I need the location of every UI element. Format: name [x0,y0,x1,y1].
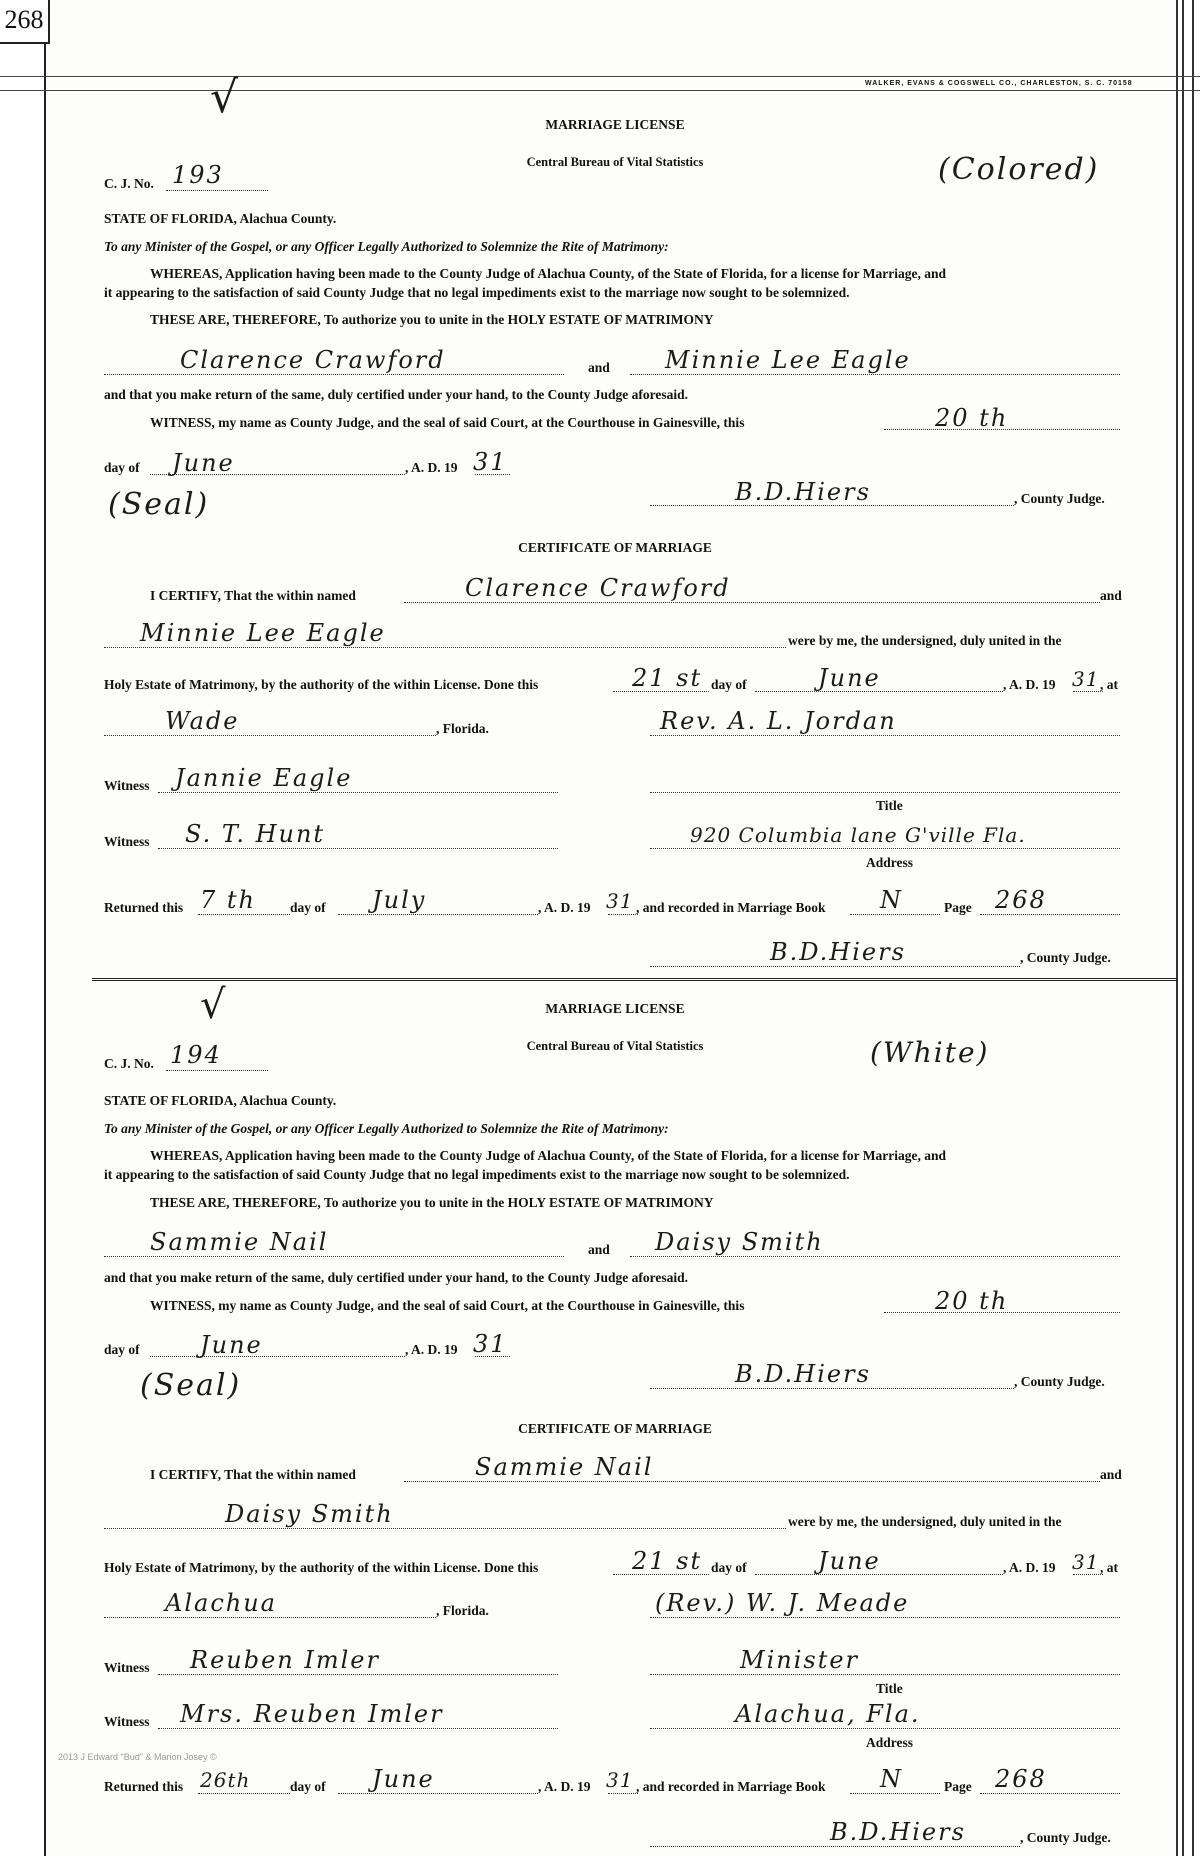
witness1-line [158,1674,558,1675]
license-year: 31 [473,448,508,476]
county-judge-label: , County Judge. [1020,950,1111,965]
were-by-me-label: were by me, the undersigned, duly united in the [788,633,1062,648]
officiant-line [650,735,1120,736]
day-of-label: day of [104,1342,140,1357]
witness2-line [158,1728,558,1729]
bureau-name: Central Bureau of Vital Statistics [526,155,704,169]
bureau-name: Central Bureau of Vital Statistics [526,1039,704,1053]
witness1-line [158,792,558,793]
return-line: and that you make return of the same, duly certified under your hand, to the County Judge aforesaid. [104,1270,689,1285]
witness2-line [158,848,558,849]
officiant-address: Alachua, Fla. [735,1700,921,1728]
book-line [850,1793,940,1794]
judge-signature-2: B.D.Hiers [830,1818,966,1846]
title-line [650,792,1120,793]
and-label: and [588,1242,610,1257]
cert-groom-line [404,602,1100,603]
witness-day: 20 th [935,1287,1009,1315]
day-of-label: day of [290,900,326,915]
book-line [850,914,940,915]
return-line: and that you make return of the same, duly certified under your hand, to the County Judge aforesaid. [104,387,689,402]
whereas-line: WHEREAS, Application having been made to the County Judge of Alachua County, of the State of Florida, for a license for Marriage, and [150,266,947,281]
these-are-line: THESE ARE, THEREFORE, To authorize you to unite in the HOLY ESTATE OF MATRIMONY [150,312,714,327]
groom-name: Clarence Crawford [180,346,446,374]
returned-month: July [372,886,427,914]
title-line [650,1674,1120,1675]
place-line [104,1617,436,1618]
ruler-line [0,76,1200,77]
record-separator [92,978,1177,981]
spine-line [1192,0,1194,1856]
recorded-label: , and recorded in Marriage Book [636,900,826,915]
witness-text: WITNESS, my name as County Judge, and the seal of said Court, at the Courthouse in Gainesville, this [150,415,745,430]
address-line: To any Minister of the Gospel, or any Officer Legally Authorized to Solemnize the Rite of Matrimony: [104,239,669,254]
cert-groom-name: Clarence Crawford [465,574,731,602]
judge-signature: B.D.Hiers [735,1360,871,1388]
book-page: 268 [995,886,1047,914]
address-line-blank [650,848,1120,849]
cj-label: C. J. No. [104,176,154,191]
returned-label: Returned this [104,900,184,915]
and-label: and [1100,588,1122,603]
whereas-line: WHEREAS, Application having been made to the County Judge of Alachua County, of the State of Florida, for a license for Marriage, and [150,1148,947,1163]
spine-line [1182,0,1184,1856]
returned-month-line [338,1793,538,1794]
returned-month: June [372,1765,435,1793]
done-month: June [818,1547,881,1575]
i-certify-label: I CERTIFY, That the within named [150,1467,356,1482]
seal-mark: (Seal) [108,487,210,522]
day-of-label: day of [104,460,140,475]
done-year: 31 [1072,1550,1100,1574]
license-title: MARRIAGE LICENSE [545,1001,685,1016]
title-label: Title [876,798,903,813]
i-certify-label: I CERTIFY, That the within named [150,588,356,603]
title-label: Title [876,1681,903,1696]
bride-line [630,1256,1120,1257]
cert-bride-name: Daisy Smith [225,1500,394,1528]
officiant-line [650,1617,1120,1618]
judge-signature: B.D.Hiers [735,478,871,506]
witness-2-name: Mrs. Reuben Imler [180,1700,444,1728]
seal-mark: (Seal) [140,1368,242,1403]
witness-label: Witness [104,834,150,849]
recorded-label: , and recorded in Marriage Book [636,1779,826,1794]
certificate-title: CERTIFICATE OF MARRIAGE [518,1421,712,1436]
address-line-blank [650,1728,1120,1729]
state-line: STATE OF FLORIDA, Alachua County. [104,1093,337,1108]
holy-estate-label: Holy Estate of Matrimony, by the authority of the within License. Done this [104,677,539,692]
day-of-label: day of [711,1560,747,1575]
bride-name: Daisy Smith [655,1228,824,1256]
and-label: and [588,360,610,375]
officiant-address: 920 Columbia lane G'ville Fla. [690,823,1026,847]
at-label: , at [1100,1560,1118,1575]
witness-1-name: Jannie Eagle [175,764,353,792]
cert-bride-line [104,1528,786,1529]
cj-line [166,190,268,191]
groom-line [104,1256,564,1257]
spine-line [1176,0,1178,1856]
and-label: and [1100,1467,1122,1482]
license-month: June [172,449,235,477]
done-year: 31 [1072,667,1100,691]
holy-estate-label: Holy Estate of Matrimony, by the authority of the within License. Done this [104,1560,539,1575]
bride-name: Minnie Lee Eagle [665,346,911,374]
judge-line [650,966,1020,967]
address-label: Address [866,1735,914,1750]
ruler-line [0,90,1200,91]
cj-label: C. J. No. [104,1056,154,1071]
witness-2-name: S. T. Hunt [185,820,326,848]
ad-label: , A. D. 19 [1003,1560,1056,1575]
witness-label: Witness [104,1660,150,1675]
judge-signature-2: B.D.Hiers [770,938,906,966]
whereas-line: it appearing to the satisfaction of said County Judge that no legal impediments exist to the marriage now sought to be solemnized. [104,1167,850,1182]
cert-groom-line [404,1481,1100,1482]
these-are-line: THESE ARE, THEREFORE, To authorize you to unite in the HOLY ESTATE OF MATRIMONY [150,1195,714,1210]
returned-label: Returned this [104,1779,184,1794]
day-of-label: day of [290,1779,326,1794]
cj-number: 193 [172,161,224,189]
day-of-label: day of [711,677,747,692]
marriage-book: N [880,886,903,914]
witness-label: Witness [104,1714,150,1729]
judge-line [650,1388,1014,1389]
florida-label: , Florida. [436,1603,489,1618]
ad-label: , A. D. 19 [1003,677,1056,692]
race-note: (White) [870,1036,990,1069]
cj-number: 194 [170,1041,222,1069]
whereas-line: it appearing to the satisfaction of said County Judge that no legal impediments exist to the marriage now sought to be solemnized. [104,285,850,300]
race-note: (Colored) [938,152,1100,187]
cert-bride-line [104,647,786,648]
done-year-line [1073,1574,1103,1575]
ad-label: , A. D. 19 [538,1779,591,1794]
judge-line [650,1846,1020,1847]
page-line [980,914,1120,915]
check-mark: √ [210,72,239,123]
license-year: 31 [473,1330,508,1358]
marriage-place: Wade [165,707,240,735]
witness-label: Witness [104,778,150,793]
page-label: Page [944,900,972,915]
groom-line [104,374,564,375]
ad-label: , A. D. 19 [538,900,591,915]
county-judge-label: , County Judge. [1014,491,1105,506]
printer-imprint: WALKER, EVANS & COGSWELL CO., CHARLESTON, S. C. 70158 [865,80,1133,87]
place-line [104,735,436,736]
done-year-line [1073,691,1103,692]
witness-day: 20 th [935,404,1009,432]
ad-label: , A. D. 19 [405,460,458,475]
cert-bride-name: Minnie Lee Eagle [140,619,386,647]
done-month: June [818,664,881,692]
at-label: , at [1100,677,1118,692]
witness-1-name: Reuben Imler [190,1646,380,1674]
returned-day: 7 th [200,886,256,914]
returned-day-line [198,914,290,915]
book-page: 268 [995,1765,1047,1793]
returned-day-line [198,1793,290,1794]
ad-label: , A. D. 19 [405,1342,458,1357]
returned-year: 31 [606,1768,634,1792]
officiant-signature: (Rev.) W. J. Meade [655,1589,910,1617]
witness-text: WITNESS, my name as County Judge, and the seal of said Court, at the Courthouse in Gainesville, this [150,1298,745,1313]
cj-line [166,1070,268,1071]
county-judge-label: , County Judge. [1014,1374,1105,1389]
month-line [150,1356,405,1357]
returned-year: 31 [606,889,634,913]
state-line: STATE OF FLORIDA, Alachua County. [104,211,337,226]
county-judge-label: , County Judge. [1020,1830,1111,1845]
florida-label: , Florida. [436,721,489,736]
returned-month-line [338,914,538,915]
page-number: 268 [0,0,50,44]
bride-line [630,374,1120,375]
done-day: 21 st [632,664,703,692]
officiant-title: Minister [740,1646,860,1674]
marriage-book: N [880,1765,903,1793]
returned-day: 26th [200,1768,251,1792]
address-label: Address [866,855,914,870]
license-title: MARRIAGE LICENSE [545,117,685,132]
page-label: Page [944,1779,972,1794]
address-line: To any Minister of the Gospel, or any Officer Legally Authorized to Solemnize the Rite of Matrimony: [104,1121,669,1136]
returned-year-line [608,914,638,915]
marriage-place: Alachua [165,1589,277,1617]
copyright-watermark: 2013 J Edward "Bud" & Marion Josey © [58,1752,217,1762]
groom-name: Sammie Nail [150,1228,329,1256]
certificate-title: CERTIFICATE OF MARRIAGE [518,540,712,555]
cert-groom-name: Sammie Nail [475,1453,654,1481]
license-month: June [200,1331,263,1359]
check-mark: √ [200,982,226,1028]
returned-year-line [608,1793,638,1794]
page-line [980,1793,1120,1794]
done-day: 21 st [632,1547,703,1575]
were-by-me-label: were by me, the undersigned, duly united in the [788,1514,1062,1529]
officiant-signature: Rev. A. L. Jordan [660,707,897,735]
